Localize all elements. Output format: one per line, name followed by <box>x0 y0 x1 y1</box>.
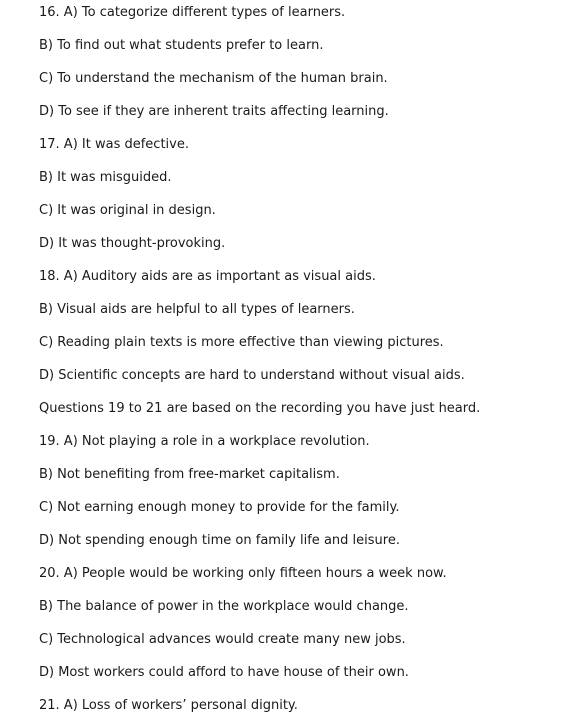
q19-option-c: C) Not earning enough money to provide for the family. <box>39 500 400 515</box>
q20-option-d: D) Most workers could afford to have house of their own. <box>39 665 409 680</box>
q16-option-a: 16. A) To categorize different types of learners. <box>39 5 346 20</box>
q19-option-a: 19. A) Not playing a role in a workplace revolution. <box>39 434 370 449</box>
q17-option-b: B) It was misguided. <box>39 170 172 185</box>
q19-option-b: B) Not benefiting from free-market capitalism. <box>39 467 340 482</box>
q16-option-c: C) To understand the mechanism of the human brain. <box>39 71 388 86</box>
q20-option-a: 20. A) People would be working only fifteen hours a week now. <box>39 566 447 581</box>
q21-option-a: 21. A) Loss of workers’ personal dignity. <box>39 698 298 713</box>
q18-option-b: B) Visual aids are helpful to all types of learners. <box>39 302 355 317</box>
q18-option-a: 18. A) Auditory aids are as important as visual aids. <box>39 269 376 284</box>
q16-option-d: D) To see if they are inherent traits affecting learning. <box>39 104 389 119</box>
q20-option-c: C) Technological advances would create many new jobs. <box>39 632 406 647</box>
q18-option-c: C) Reading plain texts is more effective than viewing pictures. <box>39 335 444 350</box>
q20-option-b: B) The balance of power in the workplace would change. <box>39 599 409 614</box>
q16-option-b: B) To find out what students prefer to learn. <box>39 38 324 53</box>
section-heading: Questions 19 to 21 are based on the recording you have just heard. <box>39 401 481 416</box>
q18-option-d: D) Scientific concepts are hard to understand without visual aids. <box>39 368 465 383</box>
q19-option-d: D) Not spending enough time on family life and leisure. <box>39 533 400 548</box>
q17-option-d: D) It was thought-provoking. <box>39 236 226 251</box>
q17-option-a: 17. A) It was defective. <box>39 137 189 152</box>
q17-option-c: C) It was original in design. <box>39 203 216 218</box>
